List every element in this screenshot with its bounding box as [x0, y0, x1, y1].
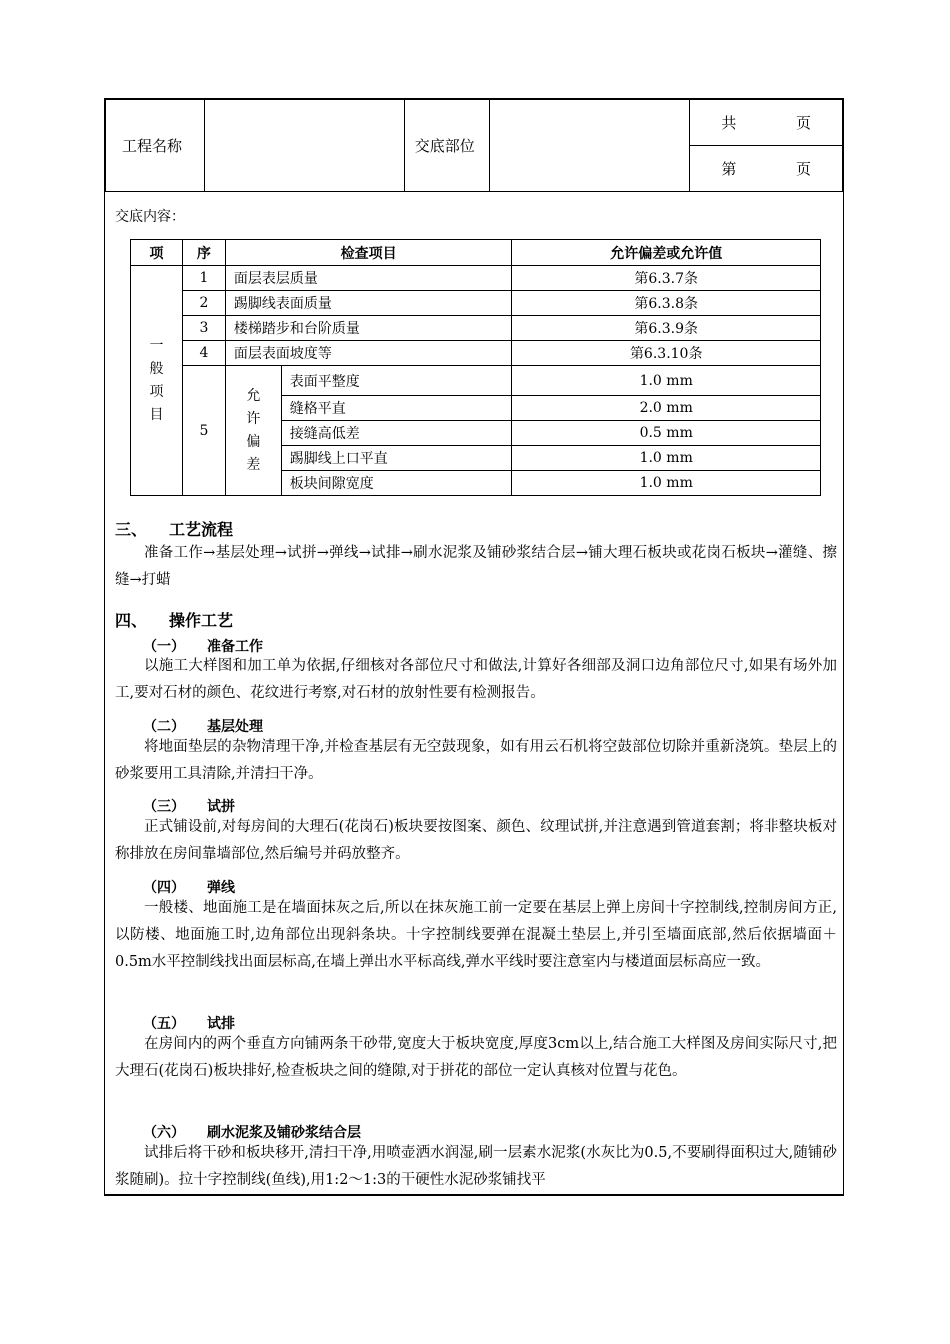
section-3-heading	[115, 517, 233, 540]
sub-row-item: 缝格平直	[281, 396, 512, 421]
row-value: 第6.3.10条	[512, 341, 821, 366]
project-name-label: 工程名称	[106, 100, 205, 192]
row-seq: 4	[182, 341, 225, 366]
total-pages-label-a: 共	[721, 114, 737, 132]
subsection-4-text: 一般楼、地面施工是在墙面抹灰之后,所以在抹灰施工前一定要在基层上弹上房间十字控制线,控制房间方正,以防楼、地面施工时,边角部位出现斜条块。十字控制线要弹在混凝土垫层上,并引至墙面底部,然后依据墙面＋0.5m水平控制线找出面层标高,在墙上弹出水平标高线,弹水平线时要注意室内与楼道面层标高应一致。	[115, 900, 837, 970]
row-value: 第6.3.7条	[512, 266, 821, 291]
section-4-num: 四、	[115, 611, 148, 630]
document-frame	[104, 98, 844, 1196]
subsection-4-heading: （四） 弹线	[143, 880, 235, 896]
row-item: 面层表面坡度等	[225, 341, 512, 366]
section-3-title: 工艺流程	[169, 520, 234, 539]
header-table	[105, 99, 843, 192]
page-number-cell	[690, 146, 843, 192]
row-item: 踢脚线表面质量	[225, 291, 512, 316]
subsection-6-heading: （六） 刷水泥浆及铺砂浆结合层	[143, 1125, 361, 1141]
subsection-1-heading: （一） 准备工作	[143, 639, 263, 655]
row-item: 面层表层质量	[225, 266, 512, 291]
subsection-2-text: 将地面垫层的杂物清理干净,并检查基层有无空鼓现象，如有用云石机将空鼓部位切除并重新浇筑。垫层上的砂浆要用工具清除,并清扫干净。	[115, 739, 837, 782]
location-label: 交底部位	[404, 100, 490, 192]
sub-row-item: 接缝高低差	[281, 421, 512, 446]
section-4-heading	[115, 608, 233, 631]
sub-row-value: 1.0 mm	[512, 366, 821, 396]
col-header-seq: 序	[182, 240, 225, 266]
section-3-num: 三、	[115, 520, 148, 539]
page-label-a: 第	[721, 160, 737, 178]
sub-row-value: 2.0 mm	[512, 396, 821, 421]
subsection-3-heading: （三） 试拼	[143, 799, 235, 815]
intro-label: 交底内容：	[115, 209, 185, 225]
sub-row-item: 板块间隙宽度	[281, 471, 512, 496]
page-label-b: 页	[796, 160, 812, 178]
sub-row-item: 踢脚线上口平直	[281, 446, 512, 471]
section-4-title: 操作工艺	[169, 611, 234, 630]
row-value: 第6.3.9条	[512, 316, 821, 341]
group-label: 一般项目	[131, 266, 183, 496]
row-item: 楼梯踏步和台阶质量	[225, 316, 512, 341]
total-pages-label-b: 页	[796, 114, 812, 132]
sub-row-value: 1.0 mm	[512, 471, 821, 496]
check-table	[130, 239, 821, 496]
col-header-category: 项	[131, 240, 183, 266]
subsection-1-text: 以施工大样图和加工单为依据,仔细核对各部位尺寸和做法,计算好各细部及洞口边角部位尺寸,如果有场外加工,要对石材的颜色、花纹进行考察,对石材的放射性要有检测报告。	[115, 658, 837, 701]
sub-label: 允许偏差	[225, 366, 281, 496]
sub-row-item: 表面平整度	[281, 366, 512, 396]
subsection-2-heading: （二） 基层处理	[143, 719, 263, 735]
subsection-3-text: 正式铺设前,对每房间的大理石(花岗石)板块要按图案、颜色、纹理试拼,并注意遇到管道套割；将非整块板对称排放在房间靠墙部位,然后编号并码放整齐。	[115, 819, 837, 862]
subsection-5-heading: （五） 试排	[143, 1016, 235, 1032]
location-value[interactable]	[490, 100, 690, 192]
subsection-5-text: 在房间内的两个垂直方向铺两条干砂带,宽度大于板块宽度,厚度3cm以上,结合施工大样图及房间实际尺寸,把大理石(花岗石)板块排好,检查板块之间的缝隙,对于拼花的部位一定认真核对位置与花色。	[115, 1036, 837, 1079]
col-header-value: 允许偏差或允许值	[512, 240, 821, 266]
row-seq: 1	[182, 266, 225, 291]
subsection-6-text: 试排后将干砂和板块移开,清扫干净,用喷壶洒水润湿,刷一层素水泥浆(水灰比为0.5,不要刷得面积过大,随铺砂浆随刷)。拉十字控制线(鱼线),用1:2～1:3的干硬性水泥砂浆铺找平	[115, 1145, 837, 1188]
row-seq: 3	[182, 316, 225, 341]
section-3-text: 准备工作→基层处理→试拼→弹线→试排→刷水泥浆及铺砂浆结合层→铺大理石板块或花岗石板块→灌缝、擦缝→打蜡	[115, 545, 837, 588]
row-seq: 2	[182, 291, 225, 316]
sub-row-value: 1.0 mm	[512, 446, 821, 471]
sub-row-value: 0.5 mm	[512, 421, 821, 446]
row-value: 第6.3.8条	[512, 291, 821, 316]
project-name-value[interactable]	[204, 100, 404, 192]
total-pages-cell	[690, 100, 843, 146]
col-header-item: 检查项目	[225, 240, 512, 266]
sub-seq: 5	[182, 366, 225, 496]
